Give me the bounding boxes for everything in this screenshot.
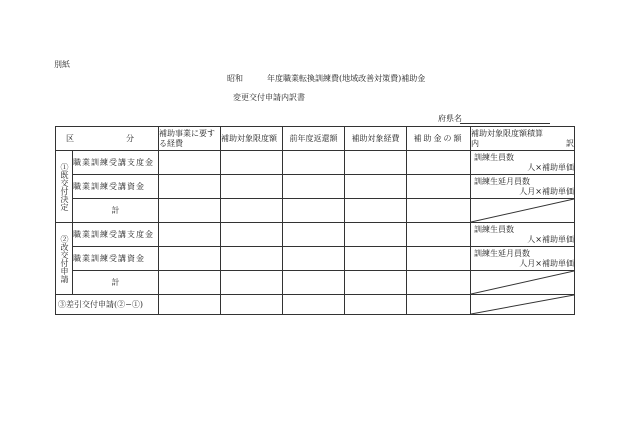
cell	[345, 199, 407, 223]
breakdown-cell: 訓練生延月員数 人月×補助単価	[471, 175, 575, 199]
cell	[159, 247, 221, 271]
document-title	[227, 74, 425, 84]
table-row	[56, 223, 575, 247]
cell	[407, 247, 471, 271]
header-breakdown: 補助対象限度額積算 内 訳	[471, 127, 575, 151]
cell	[221, 199, 283, 223]
diagonal-line	[471, 295, 574, 314]
header-expense: 補助事業に要する経費	[159, 127, 221, 151]
cell	[159, 223, 221, 247]
cell	[159, 271, 221, 295]
cell	[159, 199, 221, 223]
table-row	[56, 151, 575, 175]
cell	[345, 151, 407, 175]
header-limit: 補助対象限度額	[221, 127, 283, 151]
table-row	[56, 271, 575, 295]
row-label-allowance: 職業訓練受講資金	[73, 175, 159, 199]
cell	[221, 247, 283, 271]
document-subtitle: 変更交付申請内訳書	[233, 93, 305, 102]
cell	[159, 151, 221, 175]
title-text: 年度職業転換訓練費(地域改善対策費)補助金	[267, 74, 426, 83]
diagonal-cell	[471, 199, 575, 223]
row-label-diff: ③差引交付申請(②−①)	[56, 295, 159, 315]
table-row	[56, 175, 575, 199]
header-subsidy: 補助金の額	[407, 127, 471, 151]
cell	[221, 151, 283, 175]
cell	[283, 175, 345, 199]
cell	[283, 247, 345, 271]
group-label-existing: ①既交付決定	[56, 151, 73, 223]
row-label-allowance: 職業訓練受講資金	[73, 247, 159, 271]
header-target: 補助対象経費	[345, 127, 407, 151]
header-prev-return: 前年度返還額	[283, 127, 345, 151]
cell	[221, 295, 283, 315]
era-label: 昭和	[227, 74, 243, 83]
cell	[159, 175, 221, 199]
cell	[283, 199, 345, 223]
cell	[221, 223, 283, 247]
attachment-label: 別紙	[54, 60, 70, 69]
row-label-support: 職業訓練受講支度金	[73, 151, 159, 175]
breakdown-cell: 訓練生員数 人×補助単価	[471, 223, 575, 247]
cell	[407, 199, 471, 223]
diagonal-line	[471, 199, 574, 222]
row-label-total: 計	[73, 199, 159, 223]
header-kubun: 区 分	[56, 127, 159, 151]
breakdown-cell: 訓練生延月員数 人月×補助単価	[471, 247, 575, 271]
cell	[345, 247, 407, 271]
cell	[283, 271, 345, 295]
cell	[407, 223, 471, 247]
table-row	[56, 295, 575, 315]
cell	[283, 223, 345, 247]
cell	[345, 271, 407, 295]
cell	[345, 295, 407, 315]
row-label-total: 計	[73, 271, 159, 295]
cell	[283, 295, 345, 315]
diagonal-line	[471, 271, 574, 294]
cell	[345, 223, 407, 247]
table-row	[56, 199, 575, 223]
cell	[407, 175, 471, 199]
prefecture-label: 府県名	[438, 114, 462, 123]
group-label-revised: ②改交付申請	[56, 223, 73, 295]
cell	[345, 175, 407, 199]
diagonal-cell	[471, 295, 575, 315]
prefecture-underline	[460, 123, 550, 124]
cell	[221, 175, 283, 199]
table-row	[56, 247, 575, 271]
cell	[283, 151, 345, 175]
cell	[407, 295, 471, 315]
breakdown-cell: 訓練生員数 人×補助単価	[471, 151, 575, 175]
cell	[407, 151, 471, 175]
table-header-row	[56, 127, 575, 151]
row-label-support: 職業訓練受講支度金	[73, 223, 159, 247]
cell	[407, 271, 471, 295]
diagonal-cell	[471, 271, 575, 295]
cell	[221, 271, 283, 295]
cell	[159, 295, 221, 315]
breakdown-table	[55, 126, 575, 315]
